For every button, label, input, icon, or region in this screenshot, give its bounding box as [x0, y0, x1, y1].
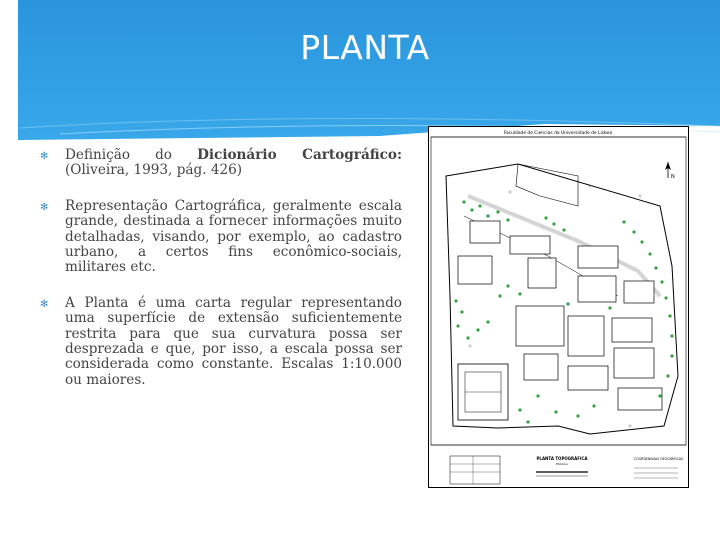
- svg-text:COORDENADAS GEOGRÁFICAS: COORDENADAS GEOGRÁFICAS: [634, 457, 684, 461]
- star-bullet-icon: ✻: [40, 201, 49, 213]
- site-plan-drawing: [428, 126, 689, 488]
- bullet-text: Definição do: [65, 147, 198, 163]
- title-banner: [0, 0, 720, 140]
- svg-text:ESCALA: ESCALA: [556, 462, 568, 466]
- bullet-item: [40, 296, 402, 388]
- page-title: PLANTA: [300, 28, 430, 67]
- svg-text:PLANTA TOPOGRÁFICA: PLANTA TOPOGRÁFICA: [536, 456, 588, 461]
- bullet-item: [40, 199, 402, 276]
- bullet-text: (Oliveira, 1993, pág. 426): [65, 162, 243, 179]
- bullet-text: Representação Cartográfica, geralmente escala grande, destinada a fornecer informações muito detalhadas, visando, por exemplo, ao cadastro urbano, a certos fins econômico-sociais, militares etc.: [65, 197, 402, 276]
- star-bullet-icon: ✻: [40, 151, 49, 162]
- bullet-item: [40, 148, 402, 179]
- bullet-list: [40, 148, 402, 408]
- bullet-bold-text: Dicionário Cartográfico:: [197, 147, 402, 163]
- star-bullet-icon: ✻: [40, 298, 49, 310]
- bullet-text: A Planta é uma carta regular representando uma superfície de extensão suficientemente restrita para que sua curvatura possa ser desprezada e que, por isso, a escala possa ser considerada como constante. Escalas 1:10.000 ou maiores.: [65, 294, 402, 388]
- svg-text:N: N: [671, 174, 675, 180]
- site-plan-map: [428, 126, 689, 488]
- banner-shape: [0, 0, 720, 140]
- map-heading: Faculdade de Ciencias da Universidade de Lisboa: [503, 131, 613, 136]
